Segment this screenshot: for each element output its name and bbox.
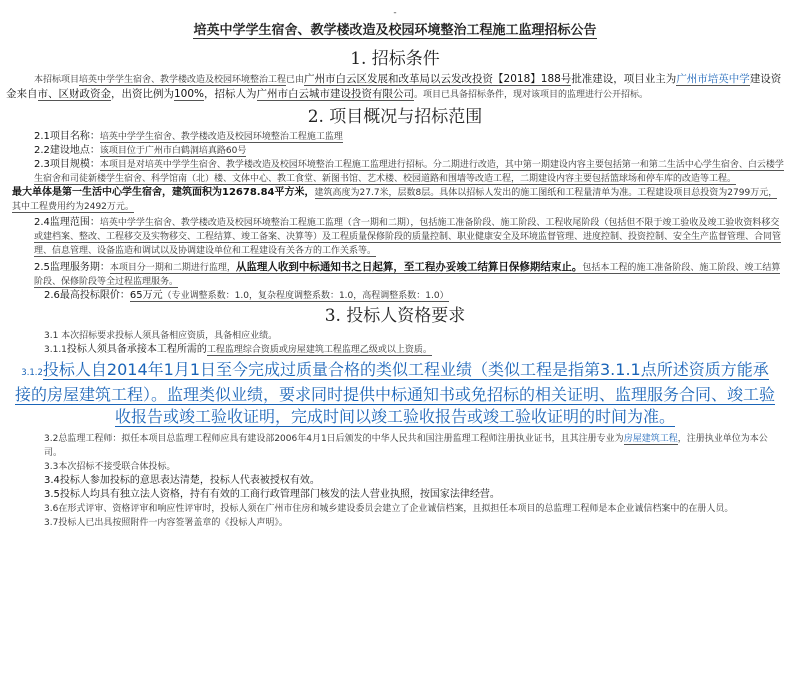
qualification-3-1-1: 3.1.1投标人须具备承接本工程所需的工程监理综合资质或房屋建筑工程监理乙级或以上资质。 bbox=[44, 344, 432, 355]
project-name-row: 2.1项目名称：培英中学学生宿舍、教学楼改造及校园环境整治工程施工监理 bbox=[34, 131, 343, 142]
qualification-3-4: 3.4投标人参加投标的意思表达清楚，投标人代表被授权有效。 bbox=[44, 475, 320, 486]
tender-conditions-paragraph: 本招标项目培英中学学生宿舍、教学楼改造及校园环境整治工程已由广州市白云区发展和改革局以云发改投资【2018】188号批准建设，项目业主为广州市培英中学建设资金来自市、区财政资金，出资比例为100%，招标人为广州市白云城市建设投资有限公司。项目已具备招标条件，现对该项目的监理进行公开招标。 bbox=[6, 73, 782, 100]
supervision-scope-row: 2.4监理范围：培英中学学生宿舍、教学楼改造及校园环境整治工程施工监理（含一期和二期），包括施工准备阶段、施工阶段、工程收尾阶段（包括但不限于竣工验收及竣工验收资料移交或建档案、整改、工程移交及实物移交、工程结算、竣工备案、决算等）及工程质量保修阶段的质量控制、职业健康安全及环境监督管理、进度控制、投资控制、安全生产监督管理、合同管理、信息管理、设备监造和调试以及协调建设单位和工程建设有关各方的工作关系等。 bbox=[34, 217, 782, 256]
qualification-3-1-2: 3.1.2投标人自2014年1月1日至今完成过质量合格的类似工程业绩（类似工程是指第3.1.1点所述资质方能承接的房屋建筑工程）。监理类似业绩，要求同时提供中标通知书或免招标的相关证明、监理服务合同、竣工验收报告或竣工验收证明，完成时间以竣工验收报告或竣工验收证明的时间为准。 bbox=[14, 360, 775, 426]
qualification-3-3: 3.3本次招标不接受联合体投标。 bbox=[44, 462, 176, 472]
section-2-heading: 2. 项目概况与招标范围 bbox=[307, 107, 483, 127]
page-marker: - bbox=[393, 8, 397, 18]
qualification-3-2: 3.2总监理工程师：拟任本项目总监理工程师应具有建设部2006年4月1日后颁发的中华人民共和国注册监理工程师注册执业证书，且其注册专业为房屋建筑工程，注册执业单位为本公司。 bbox=[44, 434, 768, 458]
qualification-3-6: 3.6在形式评审、资格评审和响应性评审时，投标人须在广州市住房和城乡建设委员会建立了企业诚信档案，且拟担任本项目的总监理工程师是本企业诚信档案中的在册人员。 bbox=[44, 504, 734, 514]
document-title: 培英中学学生宿舍、教学楼改造及校园环境整治工程施工监理招标公告 bbox=[193, 23, 597, 38]
section-3-heading: 3. 投标人资格要求 bbox=[324, 306, 466, 326]
max-price-row: 2.6最高投标限价：65万元（专业调整系数：1.0，复杂程度调整系数：1.0，高程调整系数：1.0） bbox=[44, 290, 449, 301]
qualification-3-1: 3.1 本次招标要求投标人须具备相应资质，具备相应业绩。 bbox=[44, 331, 278, 341]
project-scale-row: 2.3项目规模：本项目是对培英中学学生宿舍、教学楼改造及校园环境整治工程施工监理进行招标。分二期进行改造，其中第一期建设内容主要包括第一和第二生活中心学生宿舍、白云楼学生宿舍和司徒新楼学生宿舍、科学馆南（北）楼、文体中心、教工食堂、新图书馆、艺术楼、校园道路和围墙等改造工程，二期建设内容主要包括篮球场和停车库的改造等工程。 bbox=[34, 159, 784, 184]
project-scale-detail: 最大单体是第一生活中心学生宿舍，建筑面积为12678.84平方米，建筑高度为27.7米，层数8层。具体以招标人发出的施工图纸和工程量清单为准。工程建设项目总投资为2799万元，其中工程费用约为2492万元。 bbox=[12, 187, 778, 212]
project-location-row: 2.2建设地点：该项目位于广州市白鹤洞培真路60号 bbox=[34, 145, 247, 156]
qualification-3-5: 3.5投标人均具有独立法人资格，持有有效的工商行政管理部门核发的法人营业执照，按国家法律经营。 bbox=[44, 489, 500, 500]
service-period-row: 2.5监理服务期：本项目分一期和二期进行监理，从监理人收到中标通知书之日起算，至工程办妥竣工结算日保修期结束止。包括本工程的施工准备阶段、施工阶段、竣工结算阶段、保修阶段等全过程监理服务。 bbox=[34, 261, 781, 287]
section-1-heading: 1. 招标条件 bbox=[350, 49, 440, 69]
qualification-3-7: 3.7投标人已出具按照附件一内容签署盖章的《投标人声明》。 bbox=[44, 518, 288, 528]
